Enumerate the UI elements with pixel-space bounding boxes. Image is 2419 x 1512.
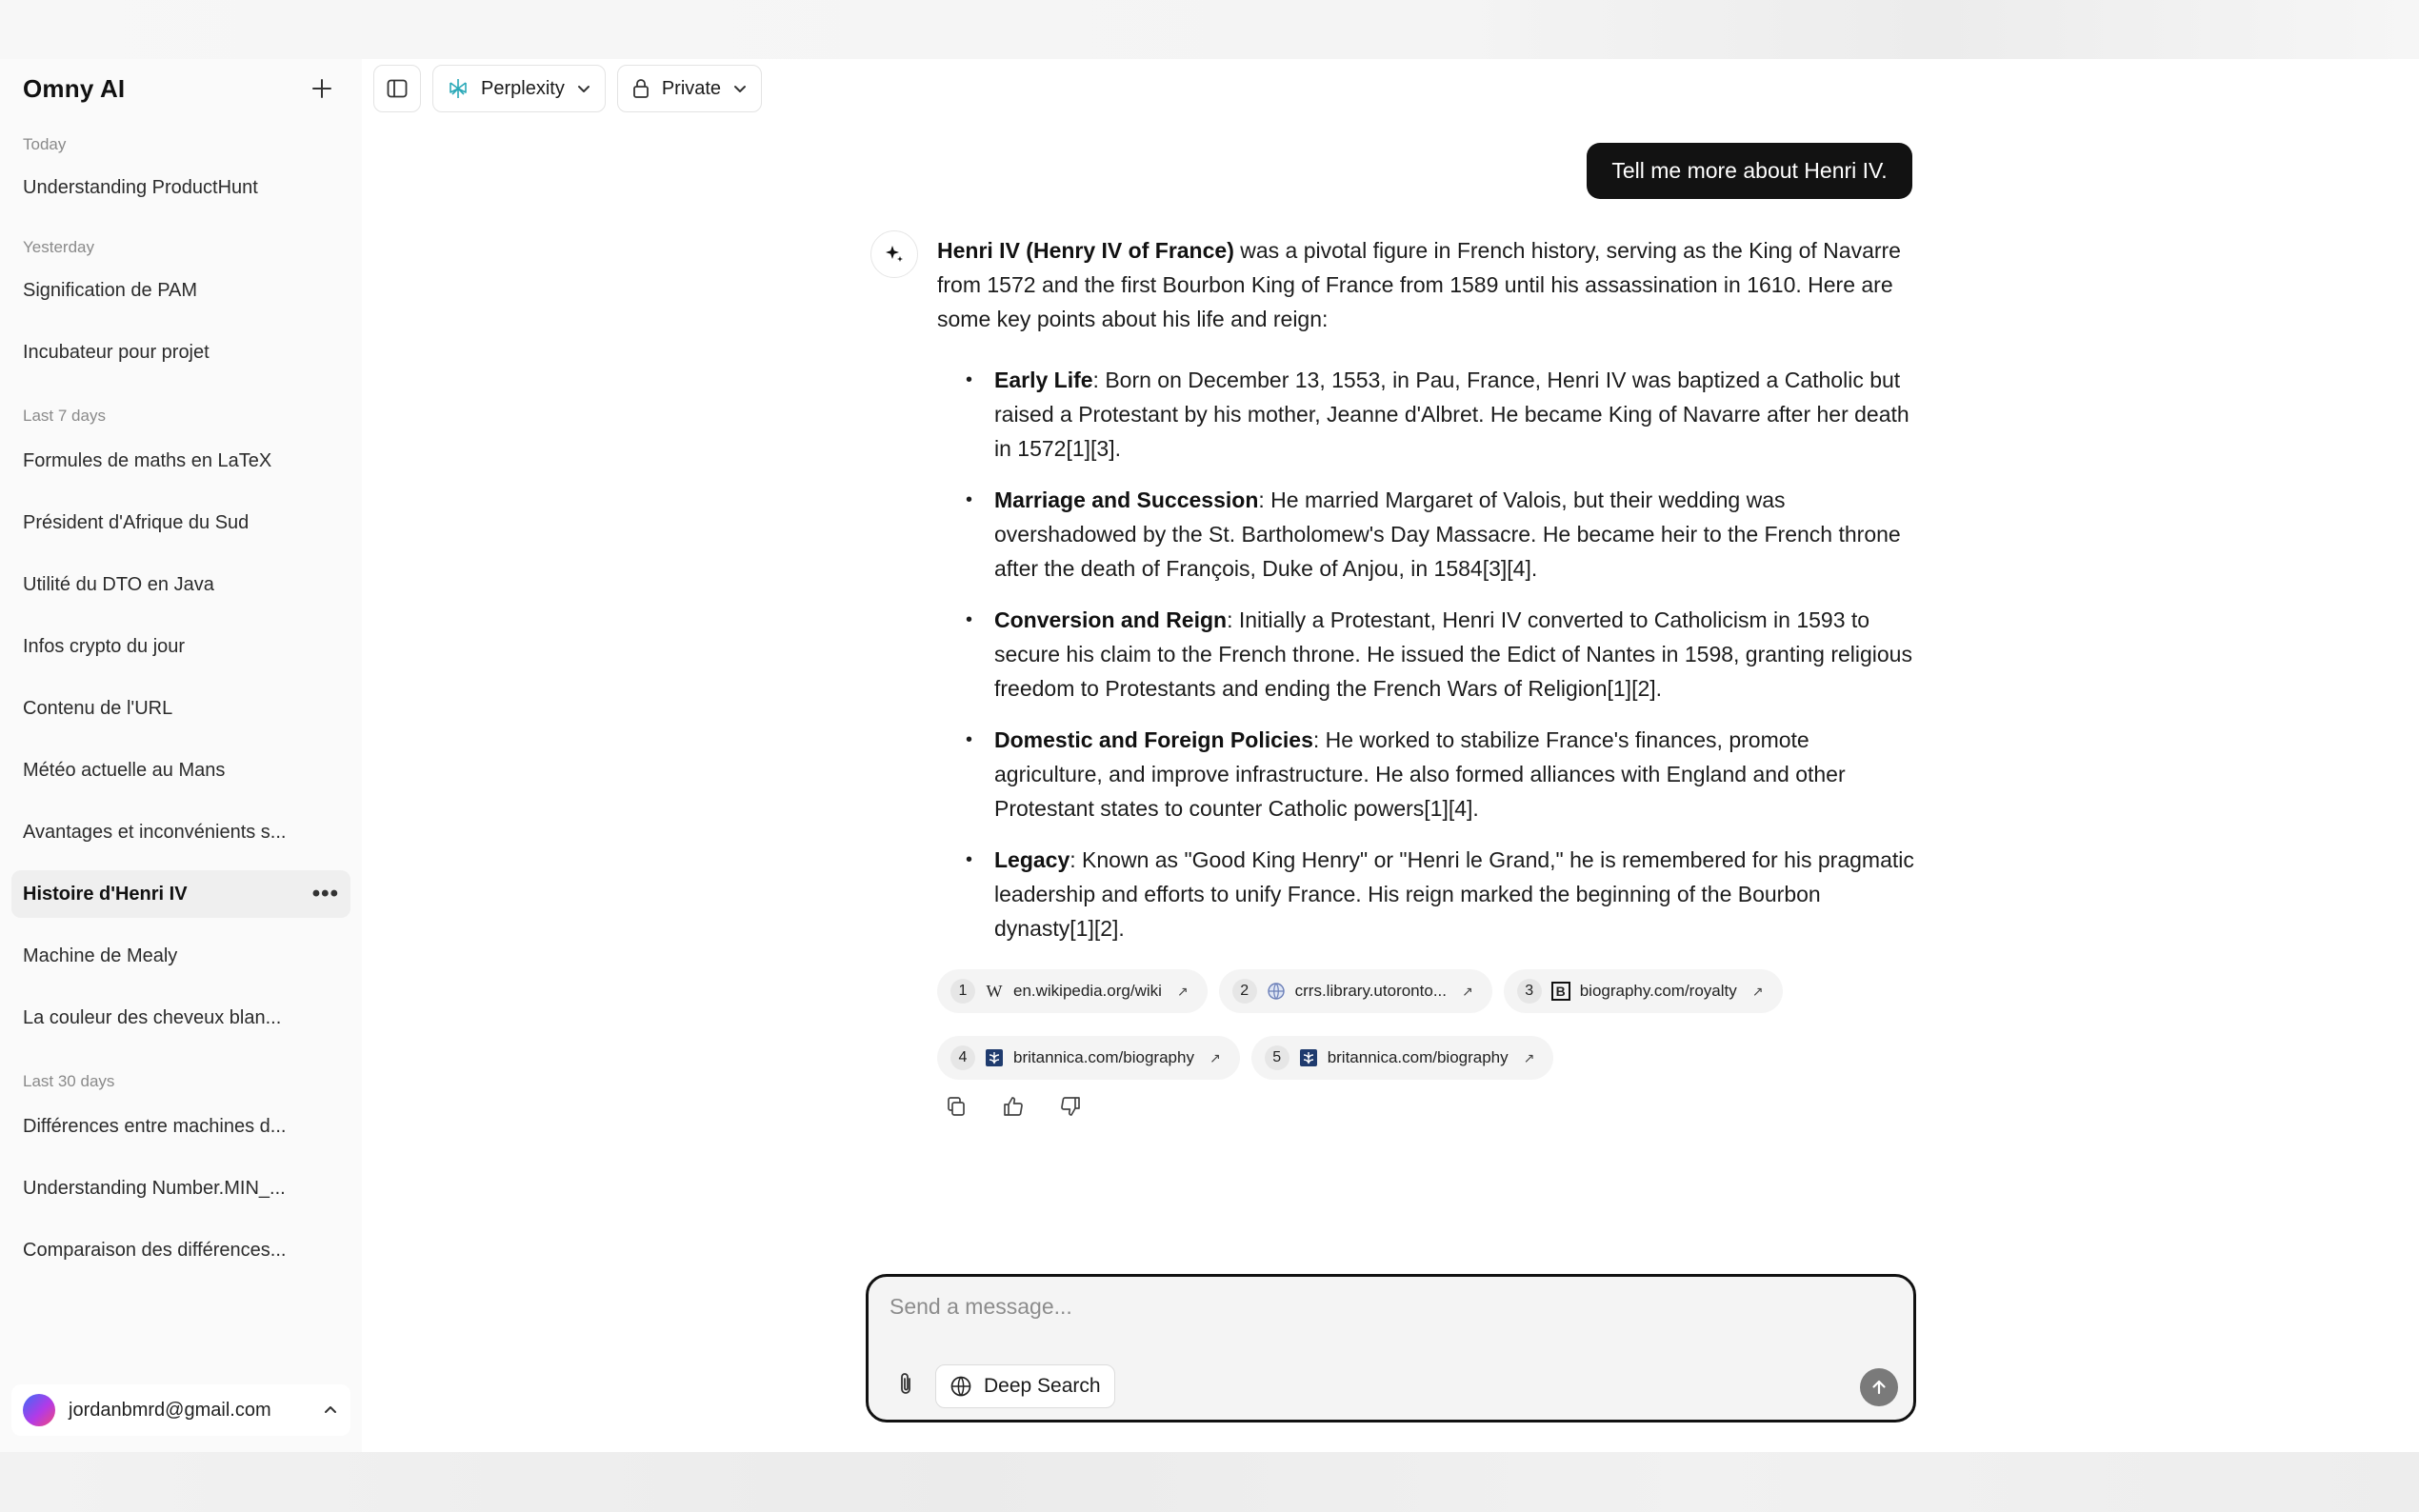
assistant-message	[937, 233, 1918, 963]
arrow-up-icon	[1869, 1378, 1889, 1397]
list-item	[994, 843, 1918, 945]
external-link-icon: ↗	[1751, 983, 1764, 999]
britannica-icon	[1299, 1048, 1318, 1067]
user-account-menu[interactable]	[11, 1384, 350, 1436]
britannica-icon	[985, 1048, 1004, 1067]
globe-icon	[950, 1375, 972, 1398]
chat-item-label: Understanding ProductHunt	[23, 176, 258, 198]
chat-item[interactable]	[11, 499, 350, 547]
bullet-text: : Known as "Good King Henry" or "Henri le Grand," he is remembered for his pragmatic leadership and efforts to unify France. His reign marked the beginning of the Bourbon dynasty[1][2].	[994, 847, 1914, 941]
source-label: britannica.com/biography	[1327, 1048, 1509, 1066]
chat-item-label: Météo actuelle au Mans	[23, 759, 226, 781]
group-label-today: Today	[23, 135, 67, 153]
thumbs-up-button[interactable]	[994, 1087, 1032, 1125]
chat-item-label: Différences entre machines d...	[23, 1115, 287, 1137]
bullet-title: Legacy	[994, 847, 1070, 872]
source-link[interactable]	[937, 969, 1208, 1013]
assistant-avatar	[870, 230, 918, 278]
chat-item-label: Infos crypto du jour	[23, 635, 186, 657]
source-label: biography.com/royalty	[1579, 982, 1737, 1000]
chat-item-active[interactable]	[11, 870, 350, 918]
lock-icon	[631, 78, 650, 99]
bullet-title: Domestic and Foreign Policies	[994, 727, 1313, 752]
chat-item[interactable]	[11, 994, 350, 1042]
send-button[interactable]	[1860, 1368, 1898, 1406]
chat-item-label: La couleur des cheveux blan...	[23, 1006, 282, 1028]
chat-item[interactable]	[11, 1164, 350, 1212]
app-window	[0, 59, 2419, 1452]
bullet-text: : Initially a Protestant, Henri IV converted to Catholicism in 1593 to secure his claim to the French throne. He issued the Edict of Nantes in 1598, granting religious freedom to Protestants and ending the French Wars of Religion[1][2].	[994, 607, 1912, 701]
bullet-text: : Born on December 13, 1553, in Pau, France, Henri IV was baptized a Catholic but raised a Protestant by his mother, Jeanne d'Albret. He became King of Navarre after her death in 1572[1][3].	[994, 368, 1909, 461]
chat-item[interactable]	[11, 685, 350, 732]
list-item	[994, 603, 1918, 706]
chat-item[interactable]	[11, 328, 350, 376]
sparkle-icon	[883, 243, 906, 266]
browser-bottom-strip	[0, 1452, 2419, 1512]
message-actions	[937, 1087, 1090, 1125]
chat-item[interactable]	[11, 1103, 350, 1150]
wikipedia-icon: W	[986, 981, 1003, 1001]
chat-item[interactable]	[11, 1226, 350, 1274]
chat-item-label: Avantages et inconvénients s...	[23, 821, 287, 843]
group-label-last-7-days: Last 7 days	[23, 407, 106, 425]
user-email: jordanbmrd@gmail.com	[69, 1399, 271, 1421]
chevron-up-icon	[322, 1402, 339, 1419]
chat-item-label: Signification de PAM	[23, 279, 198, 301]
bullet-title: Marriage and Succession	[994, 487, 1259, 512]
chat-item-label: Contenu de l'URL	[23, 697, 173, 719]
browser-top-strip	[0, 0, 2419, 59]
copy-button[interactable]	[937, 1087, 975, 1125]
chat-item[interactable]	[11, 808, 350, 856]
bullet-title: Conversion and Reign	[994, 607, 1228, 632]
source-number: 5	[1265, 1045, 1289, 1070]
attach-button[interactable]	[890, 1368, 922, 1401]
model-label: Perplexity	[481, 77, 565, 99]
chat-item[interactable]	[11, 746, 350, 794]
answer-intro-bold: Henri IV (Henry IV of France)	[937, 238, 1234, 263]
chevron-down-icon	[732, 81, 748, 96]
source-link[interactable]	[1251, 1036, 1554, 1080]
chat-history-list[interactable]	[0, 118, 362, 1442]
chat-item-label: Comparaison des différences...	[23, 1239, 287, 1261]
answer-bullet-list	[937, 363, 1918, 945]
chat-item-label: Utilité du DTO en Java	[23, 573, 214, 595]
source-label: crrs.library.utoronto...	[1294, 982, 1447, 1000]
external-link-icon: ↗	[1461, 983, 1473, 999]
biography-icon: B	[1551, 982, 1570, 1001]
source-link[interactable]	[1219, 969, 1492, 1013]
group-label-yesterday: Yesterday	[23, 238, 94, 256]
chat-item-label: Président d'Afrique du Sud	[23, 511, 250, 533]
paperclip-icon	[895, 1372, 916, 1397]
chat-item[interactable]	[11, 623, 350, 670]
source-number: 4	[950, 1045, 975, 1070]
chevron-down-icon	[576, 81, 591, 96]
answer-intro	[937, 233, 1918, 336]
source-link[interactable]	[1504, 969, 1783, 1013]
copy-icon	[945, 1095, 968, 1118]
bullet-text: : He married Margaret of Valois, but their wedding was overshadowed by the St. Bartholomew's Day Massacre. He became heir to the French throne after the death of François, Duke of Anjou, in 1584[3][4].	[994, 487, 1901, 581]
thumbs-down-icon	[1059, 1095, 1082, 1118]
new-chat-button[interactable]	[303, 70, 341, 108]
external-link-icon: ↗	[1176, 983, 1189, 999]
deep-search-button[interactable]	[935, 1364, 1115, 1408]
list-item	[994, 363, 1918, 466]
external-link-icon: ↗	[1523, 1049, 1535, 1065]
user-message-bubble	[1587, 143, 1912, 199]
chat-item[interactable]	[11, 561, 350, 608]
visibility-selector[interactable]	[617, 65, 762, 112]
message-input[interactable]	[890, 1294, 1880, 1336]
globe-icon	[1267, 982, 1286, 1001]
chat-item[interactable]	[11, 267, 350, 314]
source-citations	[937, 969, 1918, 1080]
bullet-text: : He worked to stabilize France's finances, promote agriculture, and improve infrastructure. He also formed alliances with England and other Protestant states to counter Catholic powers[1][4].	[994, 727, 1846, 821]
list-item	[994, 483, 1918, 586]
answer-intro-text: was a pivotal figure in French history, serving as the King of Navarre from 1572 and the first Bourbon King of France from 1589 until his assassination in 1610. Here are some key points about his life and reign:	[937, 238, 1901, 331]
external-link-icon: ↗	[1209, 1049, 1221, 1065]
message-composer	[866, 1274, 1916, 1422]
toggle-sidebar-button[interactable]	[373, 65, 421, 112]
chat-item-label: Machine de Mealy	[23, 945, 178, 966]
more-options-icon[interactable]: •••	[311, 881, 339, 906]
app-title: Omny AI	[23, 73, 126, 103]
source-link[interactable]	[937, 1036, 1240, 1080]
bullet-title: Early Life	[994, 368, 1093, 392]
chat-item-label: Formules de maths en LaTeX	[23, 449, 272, 471]
source-number: 2	[1232, 979, 1257, 1004]
list-item	[994, 723, 1918, 826]
model-selector[interactable]	[432, 65, 606, 112]
chat-item[interactable]	[11, 437, 350, 485]
chat-item-label: Histoire d'Henri IV	[23, 883, 188, 905]
user-message-text: Tell me more about Henri IV.	[1611, 158, 1888, 183]
avatar	[23, 1394, 55, 1426]
source-number: 1	[950, 979, 975, 1004]
deep-search-label: Deep Search	[984, 1375, 1101, 1397]
sidebar-toggle-icon	[386, 77, 409, 100]
visibility-label: Private	[661, 77, 722, 99]
source-label: britannica.com/biography	[1013, 1048, 1194, 1066]
perplexity-icon	[447, 77, 470, 100]
source-number: 3	[1517, 979, 1542, 1004]
plus-icon	[311, 78, 332, 99]
group-label-last-30-days: Last 30 days	[23, 1072, 115, 1090]
thumbs-down-button[interactable]	[1051, 1087, 1090, 1125]
sidebar-header	[0, 59, 362, 118]
thumbs-up-icon	[1002, 1095, 1025, 1118]
toolbar	[373, 65, 762, 112]
source-label: en.wikipedia.org/wiki	[1013, 982, 1162, 1000]
chat-item[interactable]	[11, 932, 350, 980]
chat-item-label: Incubateur pour projet	[23, 341, 210, 363]
sidebar	[0, 59, 362, 1452]
chat-item[interactable]	[11, 164, 350, 211]
chat-main	[362, 59, 2419, 1452]
chat-item-label: Understanding Number.MIN_...	[23, 1177, 286, 1199]
